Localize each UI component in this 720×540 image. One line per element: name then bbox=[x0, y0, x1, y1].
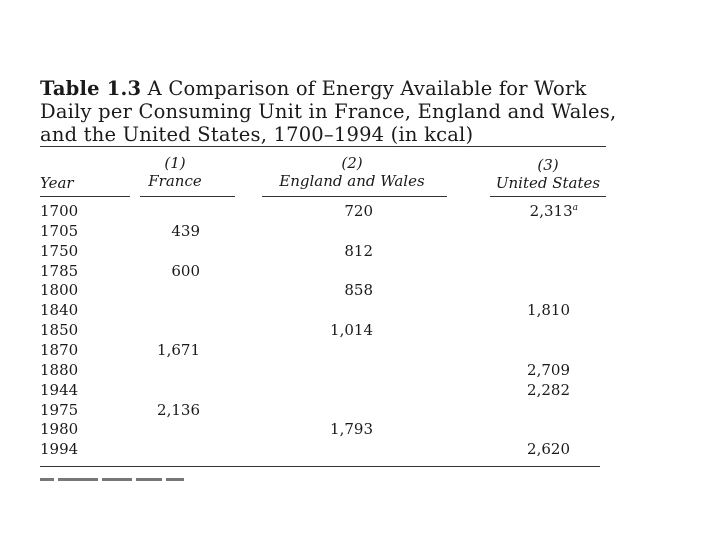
table-row bbox=[0, 222, 720, 242]
us-value: 2,620 bbox=[527, 440, 570, 459]
header-england bbox=[262, 154, 442, 190]
header-rule-england bbox=[262, 196, 447, 197]
year-cell: 1705 bbox=[40, 221, 79, 240]
header-year-label: Year bbox=[40, 174, 74, 192]
us-value: 2,282 bbox=[527, 380, 570, 399]
us-value: 2,709 bbox=[527, 360, 570, 379]
table-row bbox=[0, 420, 720, 440]
england-cell: 1,014 bbox=[330, 321, 373, 340]
table-row bbox=[0, 301, 720, 321]
us-value: 1,810 bbox=[527, 301, 570, 320]
table-row bbox=[0, 361, 720, 381]
england-cell: 812 bbox=[344, 241, 373, 260]
cropped-footnote bbox=[40, 478, 230, 483]
table-row bbox=[0, 242, 720, 262]
table-row bbox=[0, 381, 720, 401]
year-cell: 1800 bbox=[40, 281, 79, 300]
table-row bbox=[0, 401, 720, 421]
table-title bbox=[40, 77, 620, 146]
france-cell: 439 bbox=[171, 221, 200, 240]
us-cell bbox=[527, 301, 570, 319]
table-row bbox=[0, 262, 720, 282]
france-cell: 2,136 bbox=[157, 400, 200, 419]
table-caption: A Comparison of Energy Available for Work Daily per Consuming Unit in France, England and Wales, and the United States, 1700–1994 (in kcal) bbox=[40, 77, 617, 146]
table-row bbox=[0, 202, 720, 222]
year-cell: 1944 bbox=[40, 380, 79, 399]
year-cell: 1850 bbox=[40, 321, 79, 340]
england-cell: 720 bbox=[344, 202, 373, 220]
header-england-label: England and Wales bbox=[279, 172, 425, 190]
year-cell: 1840 bbox=[40, 301, 79, 320]
england-cell: 1,793 bbox=[330, 420, 373, 439]
year-cell: 1700 bbox=[40, 202, 79, 220]
france-cell: 600 bbox=[171, 261, 200, 280]
bottom-rule bbox=[40, 466, 600, 467]
us-cell bbox=[527, 381, 570, 399]
top-rule bbox=[40, 146, 606, 147]
header-year bbox=[40, 174, 74, 192]
header-us-label: United States bbox=[495, 174, 601, 192]
table-row bbox=[0, 321, 720, 341]
header-france bbox=[120, 154, 230, 190]
header-france-label: France bbox=[148, 172, 202, 190]
us-value: 2,313 bbox=[529, 202, 573, 220]
year-cell: 1980 bbox=[40, 420, 79, 439]
france-cell: 1,671 bbox=[157, 340, 200, 359]
year-cell: 1880 bbox=[40, 360, 79, 379]
us-cell bbox=[527, 440, 570, 458]
header-france-number: (1) bbox=[164, 154, 186, 172]
england-cell: 858 bbox=[344, 281, 373, 300]
year-cell: 1785 bbox=[40, 261, 79, 280]
table-row bbox=[0, 341, 720, 361]
header-rule-us bbox=[490, 196, 606, 197]
header-england-number: (2) bbox=[341, 154, 363, 172]
year-cell: 1975 bbox=[40, 400, 79, 419]
year-cell: 1994 bbox=[40, 440, 79, 459]
table-number: Table 1.3 bbox=[40, 77, 142, 100]
header-us-number: (3) bbox=[537, 156, 559, 174]
table-row bbox=[0, 440, 720, 460]
header-us bbox=[488, 156, 608, 192]
header-rule-france bbox=[140, 196, 235, 197]
year-cell: 1870 bbox=[40, 340, 79, 359]
us-cell bbox=[530, 202, 578, 220]
header-rule-year bbox=[40, 196, 130, 197]
year-cell: 1750 bbox=[40, 241, 79, 260]
us-cell bbox=[527, 361, 570, 379]
table-row bbox=[0, 281, 720, 301]
footnote-marker: a bbox=[572, 203, 578, 213]
